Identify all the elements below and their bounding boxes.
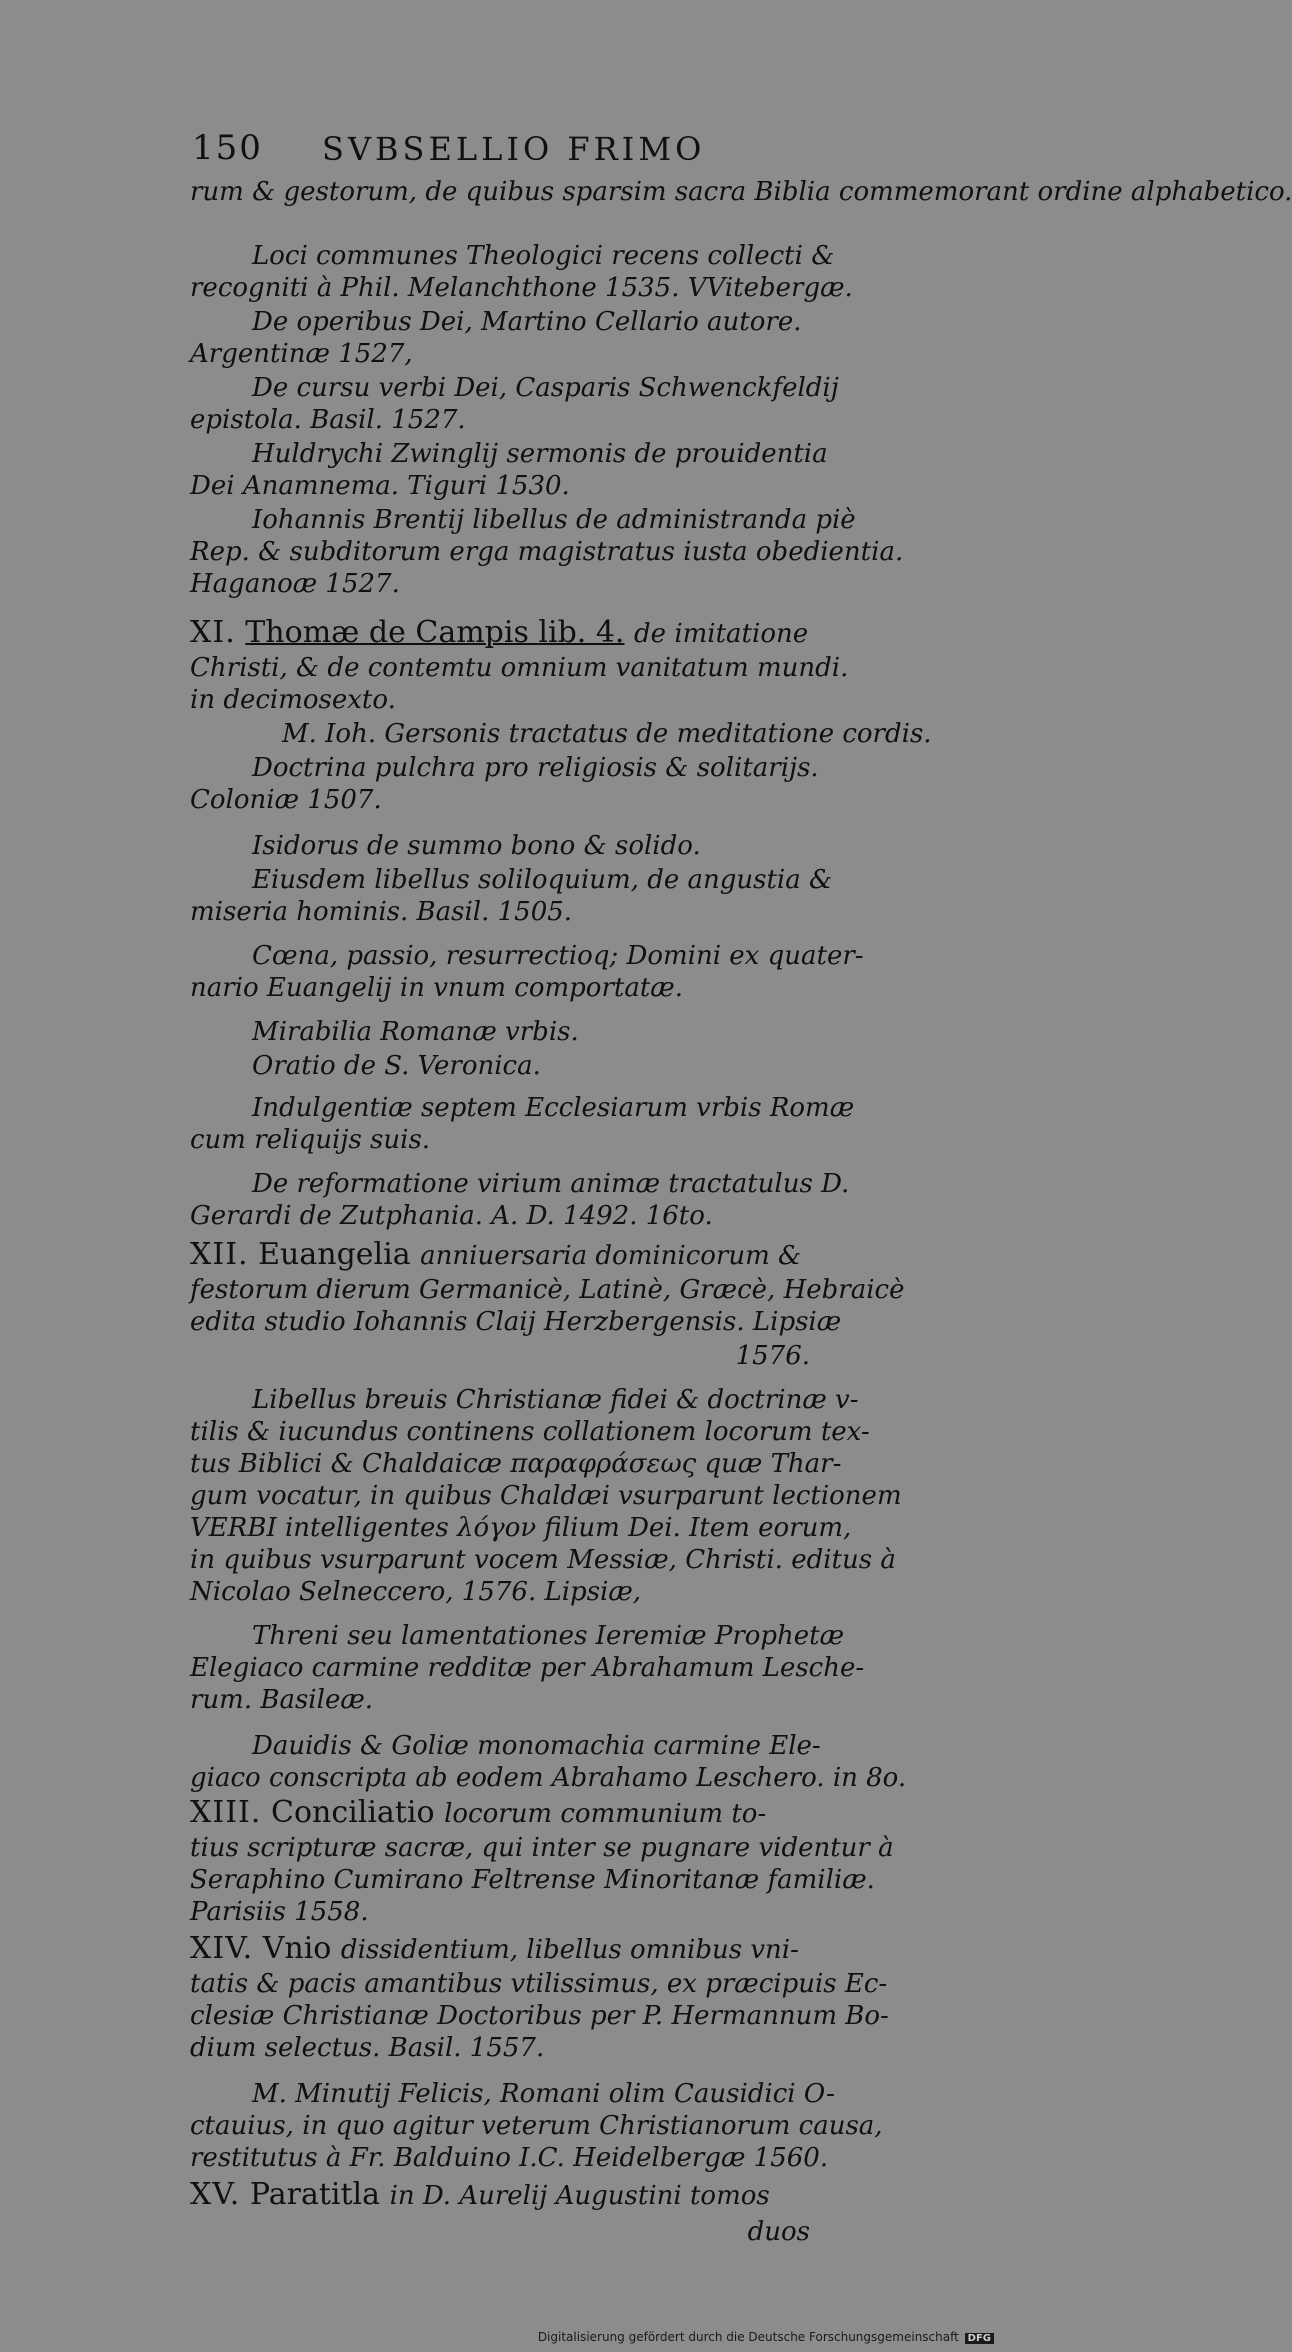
text-line: nario Euangelij in vnum comportatæ. <box>190 973 683 1003</box>
text-line: Dauidis & Goliæ monomachia carmine Ele- <box>252 1731 821 1761</box>
text-line: De operibus Dei, Martino Cellario autore. <box>252 307 802 337</box>
text-line: Gerardi de Zutphania. A. D. 1492. 16to. <box>190 1201 713 1231</box>
text-line: Loci communes Theologici recens collecti & <box>252 241 835 271</box>
text-line: Libellus breuis Christianæ fidei & doctrinæ v- <box>252 1385 859 1415</box>
section-lead: Paratitla <box>249 2177 381 2212</box>
text-line: Threni seu lamentationes Ieremiæ Prophetæ <box>252 1621 845 1651</box>
book-page <box>190 122 1292 2262</box>
text-line: Iohannis Brentij libellus de administranda piè <box>252 505 856 535</box>
section-number: XI. <box>190 615 236 650</box>
section-rest: anniuersaria dominicorum & <box>420 1241 802 1271</box>
text-line: festorum dierum Germanicè, Latinè, Græcè, Hebraicè <box>190 1275 905 1305</box>
section-number: XII. <box>190 1237 249 1272</box>
text-line: rum & gestorum, de quibus sparsim sacra Biblia commemorant ordine alphabetico. <box>190 177 1292 207</box>
text-line: Coloniæ 1507. <box>190 785 382 815</box>
page-number: 150 <box>192 128 263 168</box>
text-line: in quibus vsurparunt vocem Messiæ, Christi. editus à <box>190 1545 896 1575</box>
section-lead: Vnio <box>262 1931 332 1966</box>
credit-text: Digitalisierung gefördert durch die Deutsche Forschungsgemeinschaft <box>537 2330 959 2344</box>
text-line: Isidorus de summo bono & solido. <box>252 831 701 861</box>
text-line: miseria hominis. Basil. 1505. <box>190 897 573 927</box>
text-line: recogniti à Phil. Melanchthone 1535. VVitebergæ. <box>190 273 853 303</box>
text-line: ctauius, in quo agitur veterum Christianorum causa, <box>190 2111 883 2141</box>
text-line: Haganoæ 1527. <box>190 569 400 599</box>
text-line: 1576. <box>735 1341 810 1371</box>
catchword: duos <box>747 2217 810 2247</box>
text-line: gum vocatur, in quibus Chaldæi vsurparunt lectionem <box>190 1481 902 1511</box>
section-rest: dissidentium, libellus omnibus vni- <box>340 1935 799 1965</box>
section-heading-xv <box>190 2178 810 2213</box>
text-line: Christi, & de contemtu omnium vanitatum mundi. <box>190 653 849 683</box>
text-line: tilis & iucundus continens collationem locorum tex- <box>190 1417 870 1447</box>
section-rest: de imitatione <box>634 619 809 649</box>
dfg-logo-icon: DFG <box>965 2333 994 2344</box>
text-line: Elegiaco carmine redditæ per Abrahamum Lesche- <box>190 1653 865 1683</box>
section-lead: Conciliatio <box>271 1795 435 1830</box>
text-line: tatis & pacis amantibus vtilissimus, ex præcipuis Ec- <box>190 1969 888 1999</box>
text-line: De reformatione virium animæ tractatulus D. <box>252 1169 850 1199</box>
text-line: clesiæ Christianæ Doctoribus per P. Hermannum Bo- <box>190 2001 889 2031</box>
running-title: SVBSELLIO FRIMO <box>322 130 706 168</box>
text-line: Rep. & subditorum erga magistratus iusta obedientia. <box>190 537 904 567</box>
section-rest: in D. Aurelij Augustini tomos <box>389 2181 770 2211</box>
section-heading-xi <box>190 616 810 651</box>
text-line: cum reliquijs suis. <box>190 1125 431 1155</box>
section-number: XIV. <box>190 1931 254 1966</box>
section-lead: Thomæ de Campis lib. 4. <box>245 615 625 650</box>
section-heading-xiii <box>190 1796 810 1831</box>
text-line: epistola. Basil. 1527. <box>190 405 466 435</box>
text-line: Mirabilia Romanæ vrbis. <box>252 1017 579 1047</box>
text-line: edita studio Iohannis Claij Herzbergensis. Lipsiæ <box>190 1307 842 1337</box>
text-line: in decimosexto. <box>190 685 396 715</box>
text-line: M. Minutij Felicis, Romani olim Causidici O- <box>252 2079 835 2109</box>
text-line: Huldrychi Zwinglij sermonis de prouidentia <box>252 439 828 469</box>
text-line: Argentinæ 1527, <box>190 339 413 369</box>
text-line: Parisiis 1558. <box>190 1897 369 1927</box>
section-number: XIII. <box>190 1795 262 1830</box>
digitization-credit <box>538 2330 994 2344</box>
section-number: XV. <box>190 2177 241 2212</box>
text-line: Seraphino Cumirano Feltrense Minoritanæ familiæ. <box>190 1865 875 1895</box>
text-line: tius scripturæ sacræ, qui inter se pugnare videntur à <box>190 1833 894 1863</box>
section-heading-xii <box>190 1238 810 1273</box>
page-header <box>190 122 810 172</box>
text-line: VERBI intelligentes λόγον filium Dei. Item eorum, <box>190 1513 852 1543</box>
text-line: rum. Basileæ. <box>190 1685 374 1715</box>
text-line: De cursu verbi Dei, Casparis Schwenckfeldij <box>252 373 839 403</box>
text-line: Indulgentiæ septem Ecclesiarum vrbis Romæ <box>252 1093 855 1123</box>
text-line: dium selectus. Basil. 1557. <box>190 2033 545 2063</box>
text-line: Eiusdem libellus soliloquium, de angustia & <box>252 865 833 895</box>
text-line: restitutus à Fr. Balduino I.C. Heidelbergæ 1560. <box>190 2143 829 2173</box>
section-heading-xiv <box>190 1932 810 1967</box>
text-line: M. Ioh. Gersonis tractatus de meditatione cordis. <box>282 719 932 749</box>
text-line: Dei Anamnema. Tiguri 1530. <box>190 471 570 501</box>
text-line: Nicolao Selneccero, 1576. Lipsiæ, <box>190 1577 642 1607</box>
text-line: giaco conscripta ab eodem Abrahamo Leschero. in 8o. <box>190 1763 907 1793</box>
section-rest: locorum communium to- <box>444 1799 767 1829</box>
text-line: Oratio de S. Veronica. <box>252 1051 541 1081</box>
section-lead: Euangelia <box>258 1237 411 1272</box>
text-line: tus Biblici & Chaldaicæ παραφράσεως quæ Thar- <box>190 1449 842 1479</box>
text-line: Doctrina pulchra pro religiosis & solitarijs. <box>252 753 819 783</box>
text-line: Cœna, passio, resurrectioq; Domini ex quater- <box>252 941 864 971</box>
